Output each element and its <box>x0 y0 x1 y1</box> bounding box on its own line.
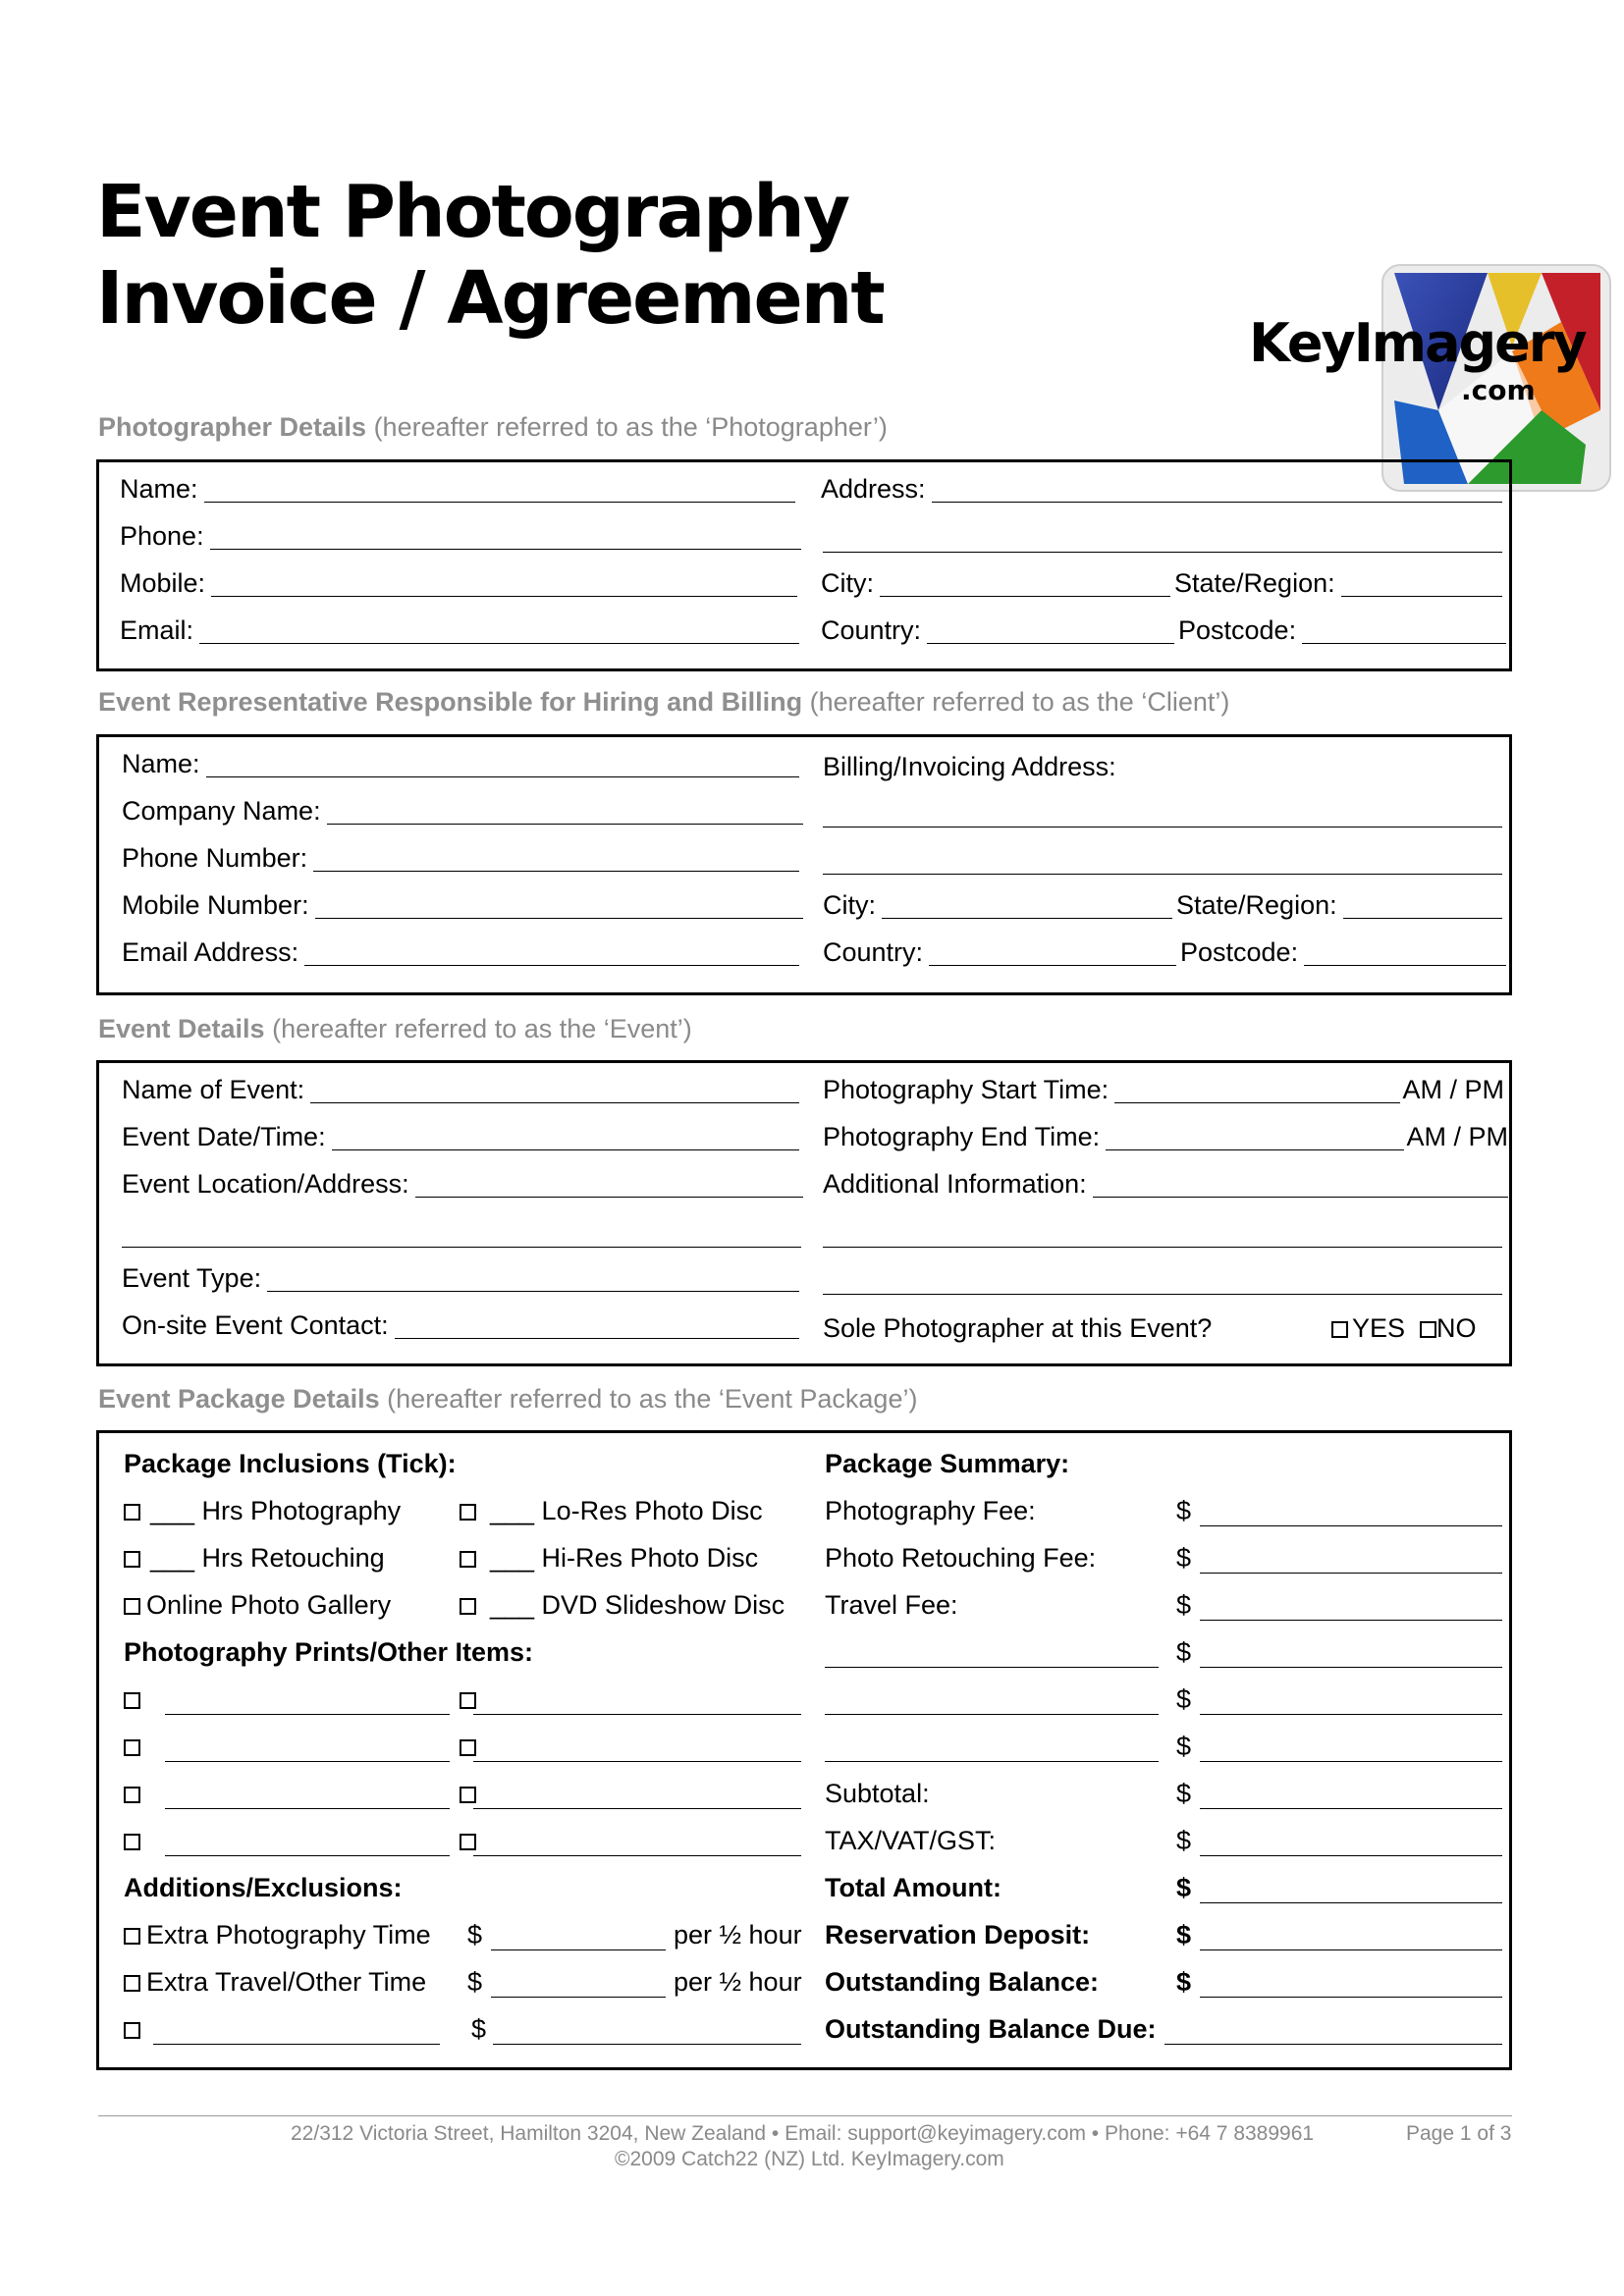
summary-outstanding-dollar: $ <box>1176 1967 1192 1997</box>
photographer-address-label: Address: <box>821 474 926 504</box>
photographer-name-field[interactable] <box>120 469 795 508</box>
print-item-2-checkbox[interactable] <box>124 1739 140 1756</box>
addition-extra-photography-checkbox[interactable] <box>124 1928 140 1945</box>
event-type-line[interactable] <box>267 1261 799 1292</box>
event-end-ampm: AM / PM <box>1406 1122 1508 1151</box>
logo-wordmark: KeyImagery <box>1249 312 1586 374</box>
photographer-postcode-line[interactable] <box>1302 614 1506 644</box>
summary-custom-2-line[interactable] <box>1200 1714 1502 1715</box>
inclusion-hires-disc-checkbox[interactable] <box>460 1551 476 1568</box>
addition-other-checkbox[interactable] <box>124 2022 140 2039</box>
photographer-email-field[interactable] <box>120 611 799 650</box>
summary-total-line[interactable] <box>1200 1902 1502 1903</box>
client-company-field[interactable] <box>122 791 803 830</box>
inclusion-lores-disc-checkbox[interactable] <box>460 1504 476 1521</box>
client-billing-line-1[interactable] <box>823 827 1502 828</box>
event-location-label: Event Location/Address: <box>122 1169 409 1199</box>
print-item-3-line[interactable] <box>165 1808 450 1809</box>
client-mobile-line[interactable] <box>315 888 803 919</box>
client-phone-field[interactable] <box>122 838 799 878</box>
event-start-line[interactable] <box>1114 1073 1400 1103</box>
title-line-1: Event Photography <box>96 170 849 254</box>
inclusion-lores-disc-label: ___ Lo-Res Photo Disc <box>490 1496 763 1525</box>
event-name-label: Name of Event: <box>122 1075 305 1104</box>
summary-title: Package Summary: <box>825 1449 1070 1478</box>
inclusion-dvd-slideshow[interactable] <box>460 1590 785 1621</box>
event-name-field[interactable] <box>122 1070 799 1109</box>
summary-subtotal-line[interactable] <box>1200 1808 1502 1809</box>
event-sole-no-option[interactable] <box>1420 1313 1477 1344</box>
summary-retouching-fee-line[interactable] <box>1200 1573 1502 1574</box>
summary-deposit-line[interactable] <box>1200 1949 1502 1950</box>
event-location-field[interactable] <box>122 1164 803 1203</box>
event-datetime-line[interactable] <box>332 1120 799 1150</box>
print-item-1-checkbox[interactable] <box>124 1692 140 1709</box>
summary-custom-1-dollar: $ <box>1176 1637 1192 1667</box>
summary-custom-3-line[interactable] <box>1200 1761 1502 1762</box>
addition-other[interactable] <box>124 2014 150 2045</box>
photographer-name-line[interactable] <box>204 472 795 503</box>
client-company-line[interactable] <box>327 794 803 825</box>
addition-extra-travel-label: Extra Travel/Other Time <box>146 1967 427 1997</box>
summary-subtotal-label: Subtotal: <box>825 1779 930 1808</box>
event-section-heading <box>98 1014 692 1044</box>
inclusion-hrs-retouching-label: ___ Hrs Retouching <box>150 1543 385 1573</box>
event-start-label: Photography Start Time: <box>823 1075 1110 1104</box>
summary-photography-fee-label: Photography Fee: <box>825 1496 1036 1525</box>
inclusion-hires-disc[interactable] <box>460 1543 758 1574</box>
addition-extra-travel-dollar: $ <box>467 1967 483 1997</box>
summary-tax-line[interactable] <box>1200 1855 1502 1856</box>
summary-photography-fee-dollar: $ <box>1176 1496 1192 1525</box>
print-item-7-checkbox[interactable] <box>460 1787 476 1803</box>
inclusion-dvd-slideshow-checkbox[interactable] <box>460 1598 476 1615</box>
print-item-8[interactable] <box>460 1826 486 1856</box>
event-datetime-label: Event Date/Time: <box>122 1122 326 1151</box>
summary-custom-3-dollar: $ <box>1176 1732 1192 1761</box>
event-location-line[interactable] <box>415 1167 803 1198</box>
print-item-2-line[interactable] <box>165 1761 450 1762</box>
print-item-6-checkbox[interactable] <box>460 1739 476 1756</box>
print-item-6-line[interactable] <box>473 1761 801 1762</box>
addition-extra-travel-amount-line[interactable] <box>491 1997 666 1998</box>
photographer-address-field[interactable] <box>821 469 1502 508</box>
addition-extra-travel-checkbox[interactable] <box>124 1975 140 1992</box>
client-heading: Event Representative Responsible for Hiring and Billing <box>98 687 803 717</box>
photographer-mobile-label: Mobile: <box>120 568 206 598</box>
summary-travel-fee-label: Travel Fee: <box>825 1590 958 1620</box>
photographer-city-line[interactable] <box>880 566 1170 597</box>
client-name-label: Name: <box>122 749 200 778</box>
addition-other-line[interactable] <box>153 2044 440 2045</box>
photographer-mobile-line[interactable] <box>211 566 797 597</box>
summary-total-label: Total Amount: <box>825 1873 1001 1902</box>
client-note: (hereafter referred to as the ‘Client’) <box>809 687 1230 717</box>
inclusion-hrs-retouching-checkbox[interactable] <box>124 1551 140 1568</box>
print-item-5-checkbox[interactable] <box>460 1692 476 1709</box>
summary-deposit-label: Reservation Deposit: <box>825 1920 1091 1949</box>
event-sole-label: Sole Photographer at this Event? <box>823 1313 1213 1343</box>
footer-copyright: ©2009 Catch22 (NZ) Ltd. KeyImagery.com <box>615 2148 1004 2170</box>
addition-extra-photography-rate: per ½ hour <box>674 1920 802 1949</box>
photographer-country-label: Country: <box>821 615 922 645</box>
client-postcode-line[interactable] <box>1304 935 1506 966</box>
summary-photography-fee-line[interactable] <box>1200 1525 1502 1526</box>
photographer-phone-line[interactable] <box>210 519 801 550</box>
client-postcode-field[interactable] <box>1180 933 1506 972</box>
event-sole-no-label: NO <box>1436 1313 1477 1343</box>
summary-deposit-dollar: $ <box>1176 1920 1192 1949</box>
summary-custom-1-label-line[interactable] <box>825 1667 1159 1668</box>
print-item-4-line[interactable] <box>165 1855 450 1856</box>
print-item-3-checkbox[interactable] <box>124 1787 140 1803</box>
client-city-line[interactable] <box>882 888 1172 919</box>
photographer-state-field[interactable] <box>1174 563 1502 603</box>
photographer-state-label: State/Region: <box>1174 568 1335 598</box>
photographer-note: (hereafter referred to as the ‘Photographer’) <box>373 412 888 442</box>
print-item-6[interactable] <box>460 1732 486 1762</box>
client-state-line[interactable] <box>1343 888 1502 919</box>
event-additional-field[interactable] <box>823 1164 1508 1203</box>
client-country-label: Country: <box>823 937 924 967</box>
photographer-country-line[interactable] <box>927 614 1174 644</box>
photographer-name-label: Name: <box>120 474 198 504</box>
summary-travel-fee-dollar: $ <box>1176 1590 1192 1620</box>
event-additional-line-2[interactable] <box>823 1247 1502 1248</box>
event-contact-field[interactable] <box>122 1306 799 1345</box>
photographer-postcode-label: Postcode: <box>1178 615 1297 645</box>
print-item-5-line[interactable] <box>473 1714 801 1715</box>
event-heading: Event Details <box>98 1014 265 1043</box>
client-name-line[interactable] <box>206 747 799 777</box>
photographer-address-line[interactable] <box>932 472 1502 503</box>
event-sole-yes-label: YES <box>1352 1313 1406 1343</box>
print-item-7[interactable] <box>460 1779 486 1809</box>
photographer-email-line[interactable] <box>199 614 799 644</box>
footer-divider <box>98 2115 1512 2116</box>
inclusion-online-gallery[interactable] <box>124 1590 391 1621</box>
event-type-label: Event Type: <box>122 1263 262 1293</box>
client-city-field[interactable] <box>823 885 1172 925</box>
summary-subtotal-dollar: $ <box>1176 1779 1192 1808</box>
inclusions-title: Package Inclusions (Tick): <box>124 1449 457 1478</box>
photographer-address-line-2[interactable] <box>823 552 1502 553</box>
inclusion-online-gallery-label: Online Photo Gallery <box>146 1590 392 1620</box>
client-state-label: State/Region: <box>1176 890 1337 920</box>
addition-extra-photography-dollar: $ <box>467 1920 483 1949</box>
client-company-label: Company Name: <box>122 796 321 826</box>
print-item-2[interactable] <box>124 1732 150 1762</box>
summary-custom-3-label-line[interactable] <box>825 1761 1159 1762</box>
photographer-postcode-field[interactable] <box>1178 611 1506 650</box>
footer-address: 22/312 Victoria Street, Hamilton 3204, New Zealand • Email: support@keyimagery.com • Phone: +64 7 8389961 <box>291 2122 1315 2145</box>
print-item-1-line[interactable] <box>165 1714 450 1715</box>
client-email-field[interactable] <box>122 933 799 972</box>
photographer-phone-label: Phone: <box>120 521 204 551</box>
event-datetime-field[interactable] <box>122 1117 799 1156</box>
event-type-field[interactable] <box>122 1258 799 1298</box>
summary-due-label: Outstanding Balance Due: <box>825 2014 1157 2044</box>
event-location-line-2[interactable] <box>122 1247 801 1248</box>
inclusion-hrs-retouching[interactable] <box>124 1543 385 1574</box>
inclusion-online-gallery-checkbox[interactable] <box>124 1598 140 1615</box>
client-country-line[interactable] <box>929 935 1176 966</box>
inclusion-hrs-photography-label: ___ Hrs Photography <box>150 1496 402 1525</box>
package-section-heading <box>98 1384 917 1415</box>
addition-extra-photography-label: Extra Photography Time <box>146 1920 431 1949</box>
inclusion-lores-disc[interactable] <box>460 1496 763 1526</box>
client-mobile-field[interactable] <box>122 885 803 925</box>
photographer-city-field[interactable] <box>821 563 1170 603</box>
event-sole-yes-checkbox[interactable] <box>1331 1321 1348 1338</box>
event-sole-yes-option[interactable] <box>1331 1313 1405 1344</box>
print-item-8-line[interactable] <box>473 1855 801 1856</box>
addition-extra-travel[interactable] <box>124 1967 426 1998</box>
event-name-line[interactable] <box>310 1073 799 1103</box>
client-phone-line[interactable] <box>313 841 799 872</box>
event-contact-line[interactable] <box>395 1308 799 1339</box>
client-phone-label: Phone Number: <box>122 843 308 873</box>
summary-total-dollar: $ <box>1176 1873 1192 1902</box>
summary-tax-dollar: $ <box>1176 1826 1192 1855</box>
client-state-field[interactable] <box>1176 885 1502 925</box>
event-end-label: Photography End Time: <box>823 1122 1101 1151</box>
client-city-label: City: <box>823 890 876 920</box>
summary-retouching-fee-dollar: $ <box>1176 1543 1192 1573</box>
photographer-heading: Photographer Details <box>98 412 367 442</box>
inclusion-hrs-photography[interactable] <box>124 1496 401 1526</box>
event-sole-no-checkbox[interactable] <box>1420 1321 1436 1338</box>
document-title <box>96 169 884 342</box>
photographer-city-label: City: <box>821 568 874 598</box>
inclusion-hrs-photography-checkbox[interactable] <box>124 1504 140 1521</box>
photographer-country-field[interactable] <box>821 611 1174 650</box>
event-additional-label: Additional Information: <box>823 1169 1087 1199</box>
summary-tax-label: TAX/VAT/GST: <box>825 1826 997 1855</box>
event-additional-line-3[interactable] <box>823 1294 1502 1295</box>
print-item-4-checkbox[interactable] <box>124 1834 140 1850</box>
title-line-2: Invoice / Agreement <box>96 256 884 341</box>
summary-custom-2-label-line[interactable] <box>825 1714 1159 1715</box>
client-name-field[interactable] <box>122 744 799 783</box>
prints-title: Photography Prints/Other Items: <box>124 1637 534 1667</box>
event-additional-line[interactable] <box>1093 1167 1508 1198</box>
event-end-field[interactable] <box>823 1117 1508 1156</box>
event-note: (hereafter referred to as the ‘Event’) <box>272 1014 692 1043</box>
addition-other-amount-line[interactable] <box>493 2044 801 2045</box>
logo-suffix: .com <box>1461 374 1536 406</box>
summary-travel-fee-line[interactable] <box>1200 1620 1502 1621</box>
print-item-1[interactable] <box>124 1684 150 1715</box>
client-billing-line-2[interactable] <box>823 874 1502 875</box>
event-start-field[interactable] <box>823 1070 1504 1109</box>
summary-due-line[interactable] <box>1164 2044 1502 2045</box>
addition-extra-photography-amount-line[interactable] <box>491 1949 666 1950</box>
summary-outstanding-label: Outstanding Balance: <box>825 1967 1100 1997</box>
event-end-line[interactable] <box>1106 1120 1404 1150</box>
package-note: (hereafter referred to as the ‘Event Package’) <box>387 1384 918 1414</box>
photographer-email-label: Email: <box>120 615 194 645</box>
addition-extra-photography[interactable] <box>124 1920 431 1950</box>
inclusion-dvd-slideshow-label: ___ DVD Slideshow Disc <box>490 1590 785 1620</box>
print-item-8-checkbox[interactable] <box>460 1834 476 1850</box>
event-start-ampm: AM / PM <box>1402 1075 1504 1104</box>
photographer-phone-field[interactable] <box>120 516 801 556</box>
additions-title: Additions/Exclusions: <box>124 1873 403 1902</box>
print-item-3[interactable] <box>124 1779 150 1809</box>
client-email-line[interactable] <box>304 935 799 966</box>
client-billing-label: Billing/Invoicing Address: <box>823 752 1116 781</box>
client-mobile-label: Mobile Number: <box>122 890 309 920</box>
event-contact-label: On-site Event Contact: <box>122 1310 389 1340</box>
client-country-field[interactable] <box>823 933 1176 972</box>
print-item-4[interactable] <box>124 1826 150 1856</box>
package-heading: Event Package Details <box>98 1384 380 1414</box>
print-item-5[interactable] <box>460 1684 486 1715</box>
addition-extra-travel-rate: per ½ hour <box>674 1967 802 1997</box>
addition-other-dollar: $ <box>471 2014 487 2044</box>
photographer-state-line[interactable] <box>1341 566 1502 597</box>
client-postcode-label: Postcode: <box>1180 937 1299 967</box>
summary-custom-2-dollar: $ <box>1176 1684 1192 1714</box>
summary-outstanding-line[interactable] <box>1200 1997 1502 1998</box>
summary-retouching-fee-label: Photo Retouching Fee: <box>825 1543 1097 1573</box>
print-item-7-line[interactable] <box>473 1808 801 1809</box>
photographer-section-heading <box>98 412 888 443</box>
client-section-heading <box>98 687 1229 718</box>
footer-page-number: Page 1 of 3 <box>1406 2122 1512 2145</box>
summary-custom-1-line[interactable] <box>1200 1667 1502 1668</box>
photographer-mobile-field[interactable] <box>120 563 797 603</box>
inclusion-hires-disc-label: ___ Hi-Res Photo Disc <box>490 1543 759 1573</box>
client-email-label: Email Address: <box>122 937 299 967</box>
